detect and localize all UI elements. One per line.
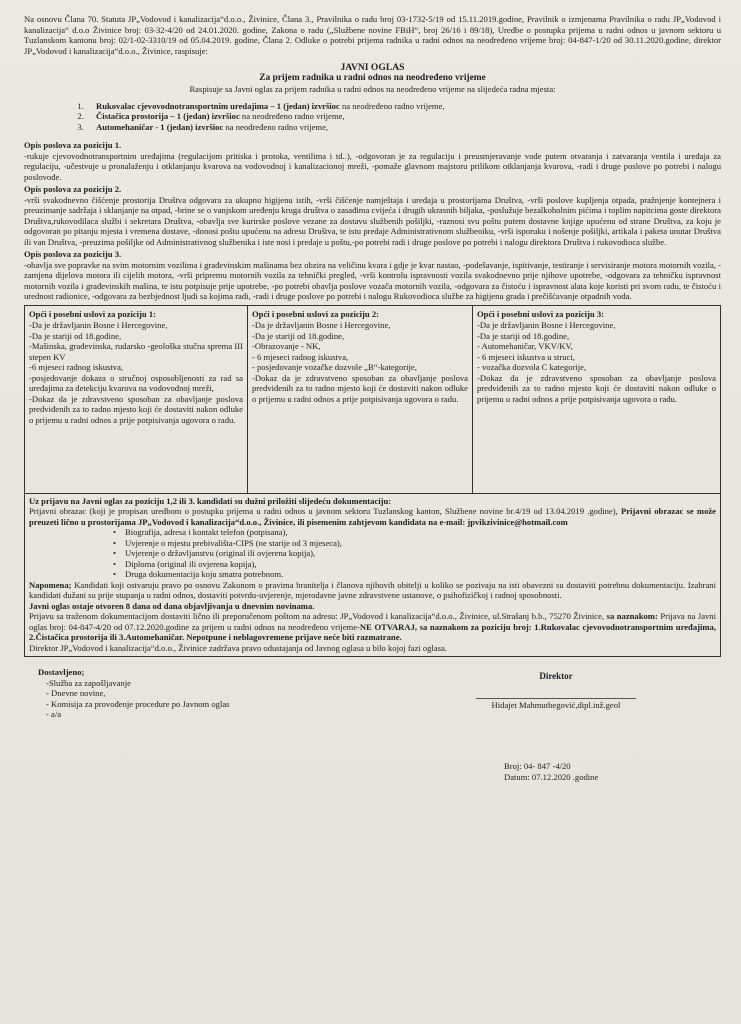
conditions-cell-2 [248, 305, 473, 493]
duties-heading-3: Opis poslova za poziciju 3. [24, 249, 122, 259]
reference-date: Datum: 07.12.2020 .godine [504, 771, 599, 782]
conditions-heading: Opći i posebni uslovi za poziciju 3: [477, 308, 605, 319]
napomena-label: Napomena; [29, 579, 72, 590]
position-note: na neodređeno radno vrijeme, [339, 100, 445, 111]
napomena [29, 580, 716, 601]
condition-item: -Da je državljanin Bosne i Hercegovine, [477, 320, 616, 330]
positions-list [24, 101, 721, 133]
documents-text [29, 506, 716, 527]
condition-item: -Dokaz da je zdravstveno sposoban za obavljanje poslova predviđenih za to radno mjesto koji će dostaviti nakon odluke o prijemu u radni odnos a prije potpisivanja ugovora o radu. [29, 393, 243, 425]
position-item [86, 111, 721, 122]
position-item [86, 101, 721, 112]
intro-paragraph: Na osnovu Člana 70. Statuta JP„Vodovod i kanalizacija“d.o.o., Živinice, Člana 3., Pravilnika o radu broj 03-1732-5/19 od 15.11.2019.godine, Pravilnik o izmjenama Pravilnika o radu JP„Vodovod i kanalizacija“ d.o.o Živinice broj: 03-32-4/20 od 24.01.2020. godine, Zakona o radu („Službene novine FBiH“, broj 26/16 i 89/18), Uredbe o postupka prijema u radni odnos u javnom sektoru u Tuzlanskom kantonu broj: 02/1-02-3310/19 od 05.04.2019. godine, Člana 2. Odluke o potrebi prijema radnika u radni odnos na neodređeno vrijeme broj: 04-847-1/20 od 30.11.2020.godine, direktor JP„Vodovod i kanalizacija“d.o.o., Živinice, raspisuje: [24, 14, 721, 56]
position-note: na neodređeno radno vrijeme, [239, 111, 345, 121]
documents-list [29, 527, 716, 580]
open-notice: Javni oglas ostaje otvoren 8 dana od dana objavljivanja u dnevnim novinama. [29, 600, 315, 611]
duties-text-2: -vrši svakodnevno čišćenje prostorija Društva odgovara za ukupnu higijenu istih, -vrši čišćenje namještaja i uređaja u prostorijama Društva, -vrši poslove kupljenja otpada, pražnjenje kontejnera i preuzimanje sadržaja i sklanjanje na otpad, -brine se o vanjskom uređenju kruga društva o zasađima cvijeća i drugih ukrasnih biljaka, -poslužuje bezalkoholnim pićima i toplim napitcima goste direktora Društva,rukovodilaca službi i sekretara Društva, -obavlja sve kurirske poslove vezane za dostavu službenih pošiljki, -raznosi svu poštu putem dostavne knjige upućenu od strane Društva, za koju je odgovoran po pitanju mjesta i vremena dostave, -donosi poštu upućenu na adresu Društva, te istu predaje Administrativnom službeniku, -vrši isporuku i nošenje pošiljki, artikala i paketa unutar Društva ili van Društva, -preuzima pošiljke od Administrativnog službenika i iste nosi i predaje u poštu,-po potrebi radi i druge poslove po potrebi i nalogu direktora Društva i rukovodioca službe. [24, 194, 721, 247]
condition-item: -6 mjeseci radnog iskustva, [29, 362, 124, 372]
position-title: Automehaničar - 1 (jedan) izvršioc [96, 121, 224, 132]
conditions-heading: Opći i posebni uslovi za poziciju 2: [252, 308, 380, 319]
position-title: Rukovalac cjevovodnotransportnim uredajima – 1 (jedan) izvršioc [96, 100, 340, 111]
distribution-item: - Dnevne novine, [46, 688, 106, 698]
director-signature [476, 671, 636, 710]
condition-item: -Dokaz da je zdravstveno sposoban za obavljanje poslova predviđenih za to radno mjesto koji će dostaviti nakon odluke o prijemu u radni odnos a prije potpisivanja ugovora o radu. [477, 372, 716, 404]
signature-area [24, 657, 721, 807]
condition-item: -Mašinska, građevinska, rudarsko -geološka stučna sprema III stepen KV [29, 341, 243, 362]
document-item: • Uvjerenje o državljanstvu (original ili ovjerena kopija), [125, 548, 716, 559]
position-note: na neodređeno radno vrijeme, [223, 121, 329, 132]
condition-item: - 6 mjeseci radnog iskustva, [252, 351, 349, 362]
condition-item: -Da je državljanin Bosne i Hercegovine, [29, 320, 168, 330]
documents-heading: Uz prijavu na Javni oglas za poziciju 1,2 ili 3. kandidati su dužni priložiti slijedeću dokumentaciju: [29, 495, 392, 506]
condition-item: -Obrazovanje - NK, [252, 341, 321, 351]
conditions-heading: Opći i posebni uslovi za poziciju 1: [29, 308, 157, 319]
condition-item: -Da je stariji od 18.godine, [477, 330, 570, 341]
conditions-table [24, 305, 721, 494]
condition-item: -posjedovanje dokaza o stručnoj osposobljenosti za rad sa uređajima za detekciju kvarova na vodovodnoj mreži, [29, 372, 243, 393]
condition-item: - Automehaničar, VKV/KV, [477, 341, 573, 351]
position-item [86, 122, 721, 133]
duties-heading-1: Opis poslova za poziciju 1. [24, 140, 122, 150]
document-item: • Biografija, adresa i kontakt telefon (potpisana), [125, 527, 716, 538]
condition-item: -Da je stariji od 18.godine, [29, 330, 122, 341]
submission-plain-2: Prijava na Javni oglas broj: 04-847-4/20 od 07.12.2020.godine za prijem u radni odnos na neodređeno vrijeme- [29, 611, 716, 632]
condition-item: -Dokaz da je zdravstveno sposoban za obavljanje poslova predviđenih za to radno mjesto koji će dostaviti nakon odluke o prijemu u radni odnos a prije potpisivanja ugovora o radu. [252, 372, 468, 404]
submission-plain: Prijavu sa traženom dokumentacijom dostaviti lično ili preporučenom poštom na adresu: JP„Vodovod i kanalizacija“d.o.o., Živinice, ul.Strašanj b.b., 75270 Živinice, [29, 611, 607, 621]
director-heading: Direktor [539, 671, 573, 681]
napomena-text: Kandidati koji ostvaruju pravo po osnovu Zakonom o pravima branitelja i članova njihovih obitelji u koliko se pozivaju na isti obavezni su dostaviti potrebnu dokumentaciju. Izabrani kandidati dužani su prije stupanja u radni odnos, dostaviti potvrdu-uvjerenje, mjerodavne javne zdravstvene ustanove, o psihofizičkoj i radnoj sposobnosti. [29, 579, 716, 600]
document-item: • Uvjerenje o mjestu prebivališta-CIPS (ne starije od 3 mjeseca), [125, 538, 716, 549]
duties-heading-2: Opis poslova za poziciju 2. [24, 184, 122, 194]
condition-item: - 6 mjeseci iskustva u struci, [477, 351, 575, 362]
condition-item: - posjedovanje vozačke dozvole „B“-kategorije, [252, 362, 417, 372]
position-title: Čistačica prostorija – 1 (jedan) izvršioc [96, 111, 240, 121]
distribution-item: -Služba za zapošljavanje [46, 677, 131, 688]
distribution-item: - a/a [46, 709, 62, 719]
documents-text-plain: Prijavni obrazac (koji je propisan uredbom o postupku prijema u radni odnos u javnom sektoru Tuzlanskog kanton, Službene novine br.4/19 od 13.04.2019 .godine), [29, 506, 621, 516]
duties-text-3: -obavlja sve popravke na svim motornim vozilima i građevinskim mašinama bez obzira na veličinu kvara i gdje je kvar nastao, -podešavanje, ispitivanje, testiranje i servisiranje motora motornih vozila, -zamjena dijelova motora ili cijelih motora, -vrši pripremu motornih vozila za tehnički pregled, -vrši kontrolu ispravnosti vozila svakodnevno prije njihove upotrebe, -odgovara za tehničku ispravnost motornih vozila i građevinskih mašina, te istu potpisuje prije upotrebe, -po potrebi obavlja poslove vozača motornih vozila, -odgovara za čistoću i ispravnost alata koje koristi pri svom radu, te čistoću i urednost radionice, -odgovara za bezbjednost ljudi sa kojima radi, -radi i druge poslove po potrebi i nalogu Rukovodioca službe za higijenu grada i prečišćavanje otpadnih voda. [24, 259, 721, 301]
submission-text [29, 611, 716, 643]
duties-text-1: -rukuje cjevovodnotransportnim uređajima (regulacijom pritiska i protoka, ventilima i td..), -odgovoran je za regulaciju i preusmjeravanje vode putem otvaranja i zatvaranja ventila i uređaja za regulaciju, -učestvuje u pronalaženju i otklanjanju kvarova na vodovodnoj i kanalizacionoj mreži, -pomaže glavnom majstoru prilikom otklanjanja kvarova, -radi i druge poslove po potrebi i nalogu poslovođe. [24, 150, 721, 182]
submission-bold: sa naznakom: [606, 611, 658, 621]
closing-text: Direktor JP„Vodovod i kanalizacija“d.o.o., Živinice zadržava pravo odustajanja od Javnog oglasa u bilo kojoj fazi oglasa. [29, 642, 447, 653]
director-name: Hidajet Mahmutbegović,dipl.inž.geol [491, 699, 621, 710]
conditions-cell-3 [473, 305, 721, 493]
announcement-lead: Raspisuje sa Javni oglas za prijem radnika u radni odnos na neodređeno vrijeme na slijedeća radna mjesta: [189, 84, 556, 94]
reference-block [476, 761, 636, 782]
conditions-row [25, 305, 721, 493]
distribution-heading: Dostavljeno; [38, 667, 85, 677]
conditions-cell-1 [25, 305, 248, 493]
distribution-list [38, 667, 230, 720]
condition-item: - vozačka dozvola C kategorije, [477, 362, 587, 372]
documents-text-bold: Prijavni obrazac se može preuzeti lično u prostorijama JP„Vodovod i kanalizacija“d.o.o., Živinice, ili pisemenim zahtjevom kandidata na e-mail: jpvikzivinice@hotmail.com [29, 506, 716, 527]
condition-item: -Da je državljanin Bosne i Hercegovine, [252, 320, 391, 330]
reference-number: Broj: 04- 847 -4/20 [504, 761, 571, 771]
submission-bold-2: NE OTVARAJ, sa naznakom za poziciju broj: 1.Rukovalac cjevovodnotransportnim uređajima, 2.Čistačica prostorija ili 3.Automehaničar. Nepotpune i neblagovremene prijave neće biti razmatrane. [29, 621, 716, 642]
signature-line [476, 698, 636, 699]
distribution-item: - Komisija za provođenje procedure po Javnom oglas [46, 698, 230, 709]
condition-item: -Da je stariji od 18.godine, [252, 330, 345, 341]
document-item: • Diploma (original ili ovjerena kopija), [125, 559, 716, 570]
announcement-subtitle: Za prijem radnika u radni odnos na neodređeno vrijeme [259, 73, 486, 83]
document-item: • Druga dokumentacija koju smatra potrebnom. [125, 569, 716, 580]
documents-box [24, 494, 721, 658]
announcement-title: JAVNI OGLAS [340, 62, 405, 73]
